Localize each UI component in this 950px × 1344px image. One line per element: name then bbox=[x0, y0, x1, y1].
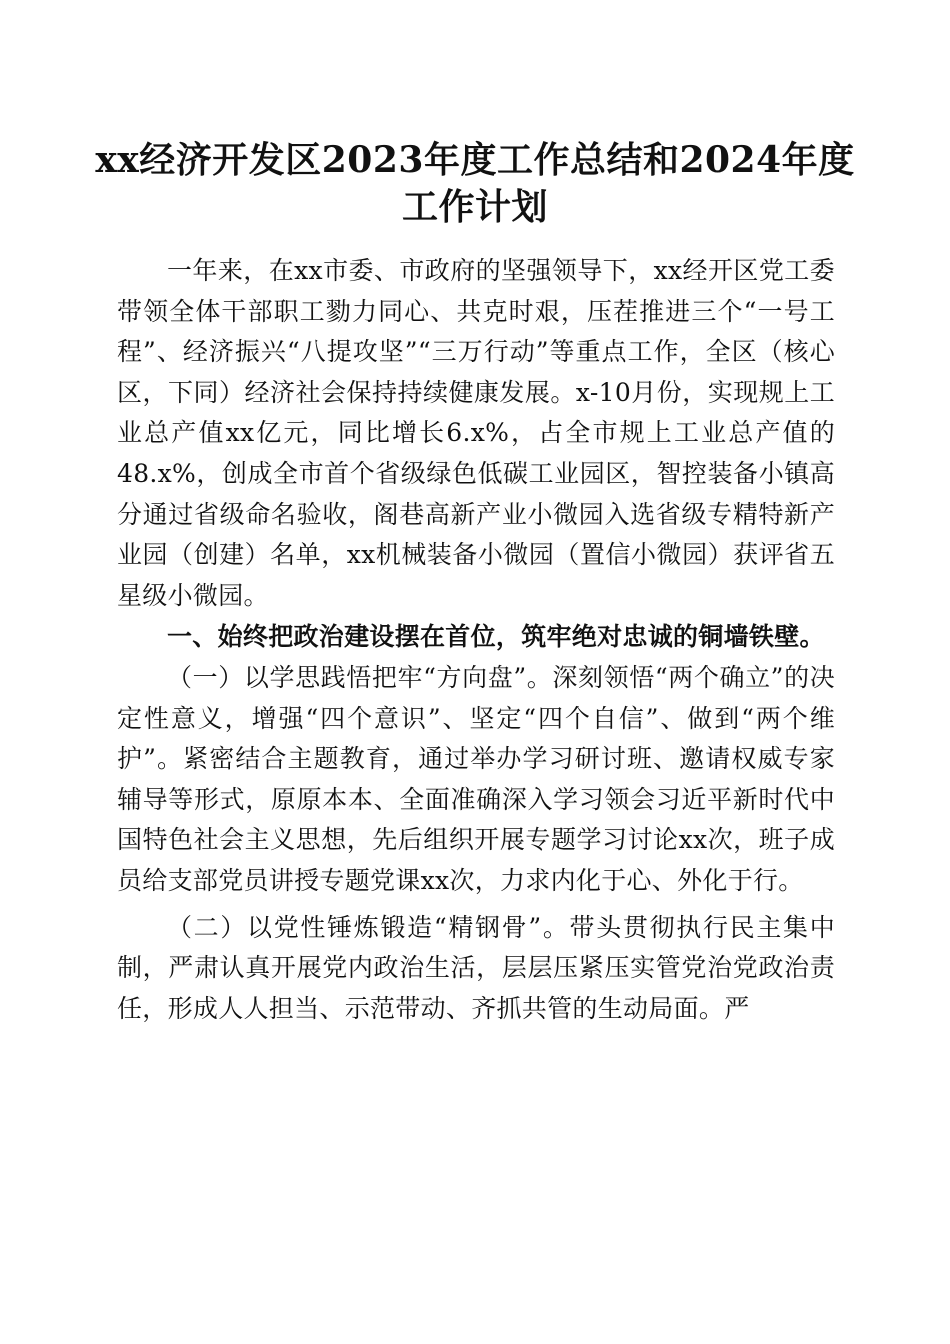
document-title-line-1: xx经济开发区2023年度工作总结和2024年度 bbox=[95, 139, 855, 181]
subsection-paragraph-1: （一）以学思践悟把牢“方向盘”。深刻领悟“两个确立”的决定性意义，增强“四个意识”、坚定“四个自信”、做到“两个维护”。紧密结合主题教育，通过举办学习研讨班、邀请权威专家辅导等形式，原原本本、全面准确深入学习领会习近平新时代中国特色社会主义思想，先后组织开展专题学习讨论xx次，班子成员给支部党员讲授专题党课xx次，力求内化于心、外化于行。 bbox=[117, 662, 835, 895]
intro-paragraph: 一年来，在xx市委、市政府的坚强领导下，xx经开区党工委带领全体干部职工勠力同心、共克时艰，压茬推进三个“一号工程”、经济振兴“八提攻坚”“三万行动”等重点工作，全区（核心区，下同）经济社会保持持续健康发展。x-10月份，实现规上工业总产值xx亿元，同比增长6.x%，占全市规上工业总产值的48.x%，创成全市首个省级绿色低碳工业园区，智控装备小镇高分通过省级命名验收，阁巷高新产业小微园入选省级专精特新产业园（创建）名单，xx机械装备小微园（置信小微园）获评省五星级小微园。 bbox=[117, 256, 835, 610]
document-title-line-2: 工作计划 bbox=[401, 186, 548, 228]
section-heading-1: 一、始终把政治建设摆在首位，筑牢绝对忠诚的铜墙铁壁。 bbox=[167, 622, 825, 652]
document-body bbox=[117, 251, 835, 1029]
subsection-paragraph-2: （二）以党性锤炼锻造“精钢骨”。带头贯彻执行民主集中制，严肃认真开展党内政治生活，层层压紧压实管党治党政治责任，形成人人担当、示范带动、齐抓共管的生动局面。严 bbox=[117, 912, 835, 1023]
